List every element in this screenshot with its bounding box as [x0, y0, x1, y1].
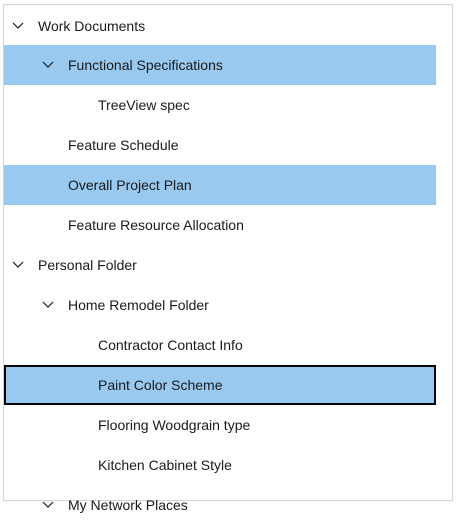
tree-item-label: Work Documents [38, 18, 146, 34]
tree-item-feature-schedule[interactable] [4, 125, 436, 165]
tree-item-label: Kitchen Cabinet Style [98, 457, 232, 473]
tree-item-label: Contractor Contact Info [98, 337, 243, 353]
chevron-down-icon[interactable] [40, 485, 56, 525]
tree-item-contractor-contact-info[interactable] [4, 325, 436, 365]
tree-item-treeview-spec[interactable] [4, 85, 436, 125]
chevron-down-icon[interactable] [10, 6, 26, 46]
tree-item-kitchen-cabinet-style[interactable] [4, 445, 436, 485]
chevron-down-icon[interactable] [10, 245, 26, 285]
tree-item-label: Overall Project Plan [68, 177, 192, 193]
tree-item-my-network-places[interactable] [4, 485, 436, 525]
tree-item-label: Flooring Woodgrain type [98, 417, 251, 433]
tree-item-work-documents[interactable] [4, 6, 436, 46]
tree-view [3, 4, 453, 513]
chevron-down-icon[interactable] [40, 285, 56, 325]
tree-item-label: Feature Resource Allocation [68, 217, 244, 233]
tree-item-overall-project-plan[interactable] [4, 165, 436, 205]
tree-item-label: Paint Color Scheme [98, 377, 223, 393]
chevron-down-icon[interactable] [40, 45, 56, 85]
tree-item-home-remodel-folder[interactable] [4, 285, 436, 325]
tree-item-paint-color-scheme[interactable] [4, 365, 436, 405]
tree-item-label: Feature Schedule [68, 137, 179, 153]
tree-item-flooring-woodgrain-type[interactable] [4, 405, 436, 445]
tree-item-label: Personal Folder [38, 257, 137, 273]
tree-item-label: Functional Specifications [68, 57, 223, 73]
tree-item-label: TreeView spec [98, 97, 190, 113]
tree-item-personal-folder[interactable] [4, 245, 436, 285]
tree-item-feature-resource-allocation[interactable] [4, 205, 436, 245]
tree-item-functional-specifications[interactable] [4, 45, 436, 85]
tree-item-label: Home Remodel Folder [68, 297, 209, 313]
tree-item-label: My Network Places [68, 497, 188, 513]
